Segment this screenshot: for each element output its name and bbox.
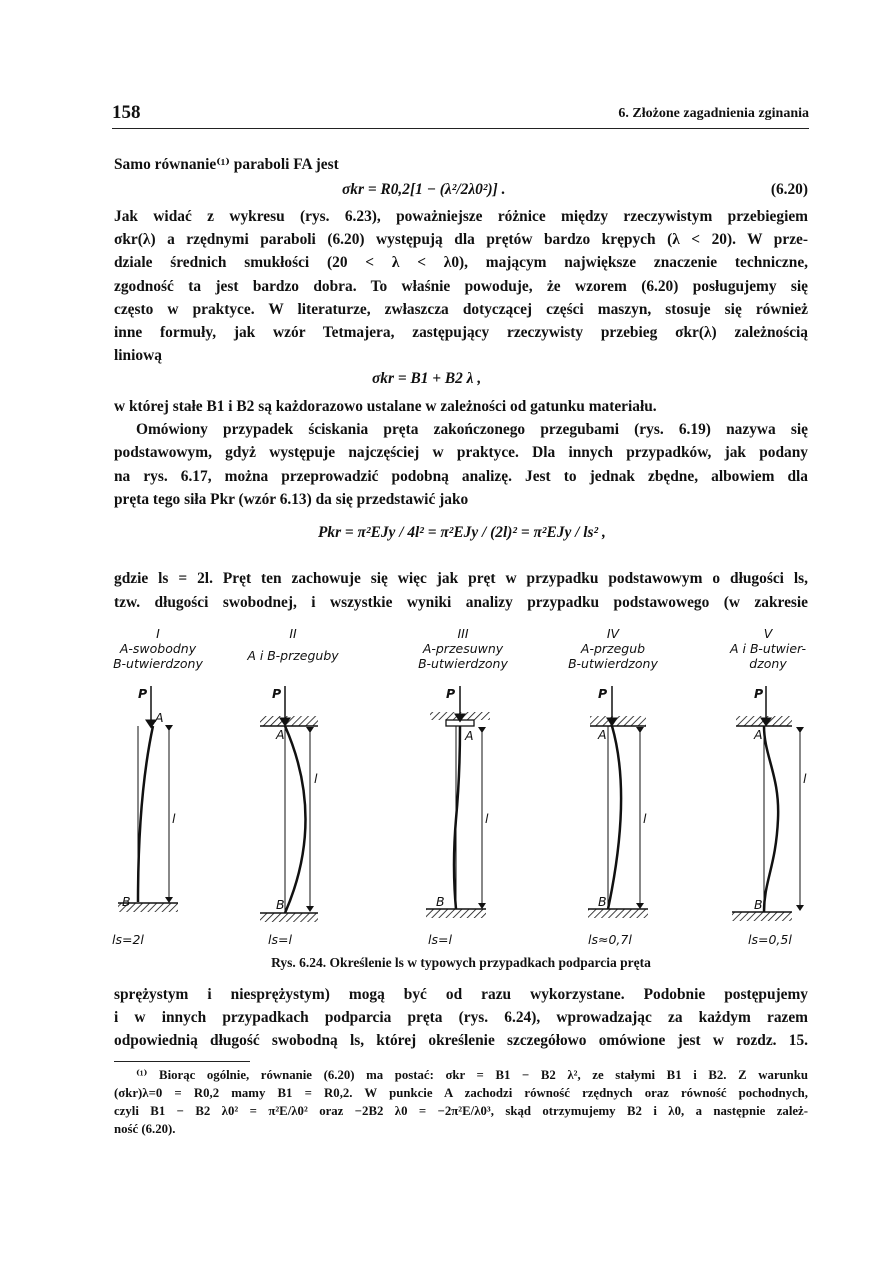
- label-b: B: [436, 894, 445, 909]
- figure-6-24: [108, 626, 820, 968]
- case-2-diagram: [260, 686, 318, 922]
- buckled-column: [285, 726, 306, 913]
- buckled-column: [138, 726, 153, 902]
- footnote-line: ⁽¹⁾ Biorąc ogólnie, równanie (6.20) ma postać: σkr = B1 − B2 λ², ze stałymi B1 i B2. Z warunku: [136, 1068, 809, 1082]
- text-line: w której stałe B1 i B2 są każdorazowo ustalane w zależności od gatunku materiału.: [114, 398, 657, 415]
- label-p: P: [446, 686, 456, 701]
- case-5-diagram: [732, 686, 800, 921]
- column-diagrams: [108, 626, 820, 956]
- case-5-desc: dzony: [749, 656, 787, 671]
- case-1-diagram: [118, 686, 178, 912]
- text-line: pręta tego siła Pkr (wzór 6.13) da się przedstawić jako: [114, 491, 469, 508]
- buckled-column: [454, 726, 460, 909]
- case-1-desc: B-utwierdzony: [113, 656, 203, 671]
- text-line: zgodność ta jest bardzo dobra. To właśnie powoduje, że wzorem (6.20) posługujemy się: [114, 278, 808, 295]
- text-line: Samo równanie⁽¹⁾ paraboli FA jest: [114, 156, 339, 173]
- label-p: P: [272, 686, 282, 701]
- label-l: l: [643, 811, 647, 826]
- case-2-desc: A i B-przeguby: [247, 648, 339, 663]
- equation-6-20: σkr = R0,2[1 − (λ²/2λ0²)] .: [342, 181, 506, 198]
- case-4-number: IV: [606, 626, 620, 641]
- text-line: często w praktyce. W literaturze, zwłaszcza dotyczącej części maszyn, stosuje się również: [114, 301, 808, 318]
- text-line: σkr(λ) a rzędnymi paraboli (6.20) występują dla prętów bardzo krępych (λ < 20). W prze-: [114, 231, 808, 248]
- case-2-ls: ls=l: [268, 932, 292, 947]
- text-line: Jak widać z wykresu (rys. 6.23), poważniejsze różnice między rzeczywistym przebiegiem: [114, 208, 808, 225]
- label-p: P: [598, 686, 608, 701]
- label-l: l: [172, 811, 176, 826]
- equation-number: (6.20): [770, 181, 808, 198]
- text-line: odpowiednią długość swobodną ls, której określenie szczegółowo omówione jest w rozdz. 15.: [114, 1032, 808, 1049]
- text-line: sprężystym i niesprężystym) mogą być od razu wykorzystane. Podobnie postępujemy: [114, 986, 808, 1003]
- label-b: B: [122, 894, 131, 909]
- label-l: l: [485, 811, 489, 826]
- page-header: [112, 102, 809, 129]
- text-line: i w innych przypadkach podparcia pręta (rys. 6.24), wprowadzając za każdym razem: [114, 1009, 808, 1026]
- label-a: A: [465, 728, 474, 743]
- label-l: l: [314, 771, 318, 786]
- case-5-desc: A i B-utwier-: [729, 641, 806, 656]
- label-a: A: [754, 727, 763, 742]
- text-line: inne formuły, jak wzór Tetmajera, zastępujący rzeczywisty przebieg σkr(λ) zależnością: [114, 324, 808, 341]
- label-b: B: [754, 897, 763, 912]
- footnote-line: czyli B1 − B2 λ0² = π²E/λ0² oraz −2B2 λ0 = −2π²E/λ0³, skąd otrzymujemy B2 i λ0, a następnie zależ-: [114, 1104, 808, 1118]
- label-p: P: [754, 686, 764, 701]
- case-3-number: III: [457, 626, 469, 641]
- case-4-diagram: [588, 686, 648, 918]
- text-line: na rys. 6.17, można przeprowadzić podobną analizę. Jest to jednak zbędne, albowiem dla: [114, 468, 808, 485]
- text-line: podstawowym, gdyż występuje najczęściej w praktyce. Dla innych przypadków, jak podany: [114, 444, 808, 461]
- label-a: A: [276, 727, 285, 742]
- text-line: gdzie ls = 2l. Pręt ten zachowuje się więc jak pręt w przypadku podstawowym o długości ls,: [114, 570, 808, 587]
- label-l: l: [803, 771, 807, 786]
- label-a: A: [155, 710, 164, 725]
- label-p: P: [138, 686, 148, 701]
- running-title: 6. Złożone zagadnienia zginania: [618, 106, 809, 121]
- equation-linear: σkr = B1 + B2 λ ,: [372, 370, 482, 387]
- case-4-desc: A-przegub: [580, 641, 646, 656]
- equation-pkr: Pkr = π²EJy / 4l² = π²EJy / (2l)² = π²EJy / ls² ,: [318, 524, 606, 541]
- case-3-diagram: [426, 686, 490, 918]
- page-number: 158: [112, 102, 141, 123]
- case-1-number: I: [156, 626, 160, 641]
- case-5-ls: ls=0,5l: [748, 932, 792, 947]
- label-b: B: [598, 894, 607, 909]
- label-b: B: [276, 897, 285, 912]
- footnote-rule: [114, 1061, 250, 1062]
- figure-caption: Rys. 6.24. Określenie ls w typowych przypadkach podparcia pręta: [271, 955, 651, 970]
- footnote-line: ność (6.20).: [114, 1122, 176, 1136]
- text-line: dziale średnich smukłości (20 < λ < λ0), mającym największe znaczenie techniczne,: [114, 254, 808, 271]
- case-3-desc: A-przesuwny: [422, 641, 504, 656]
- case-1-desc: A-swobodny: [119, 641, 197, 656]
- case-4-ls: ls≈0,7l: [588, 932, 632, 947]
- case-3-desc: B-utwierdzony: [418, 656, 508, 671]
- case-5-number: V: [763, 626, 773, 641]
- text-line: liniową: [114, 347, 162, 364]
- text-line: tzw. długości swobodnej, i wszystkie wyniki analizy przypadku podstawowego (w zakresie: [114, 594, 808, 611]
- case-3-ls: ls=l: [428, 932, 452, 947]
- case-2-number: II: [289, 626, 297, 641]
- buckled-column: [764, 726, 778, 912]
- text-line: Omówiony przypadek ściskania pręta zakończonego przegubami (rys. 6.19) nazywa się: [136, 421, 808, 438]
- footnote-line: (σkr)λ=0 = R0,2 mamy B1 = R0,2. W punkcie A zachodzi równość rzędnych oraz równość pochodnych,: [114, 1086, 808, 1100]
- case-4-desc: B-utwierdzony: [568, 656, 658, 671]
- label-a: A: [598, 727, 607, 742]
- buckled-column: [608, 726, 621, 909]
- case-1-ls: ls=2l: [112, 932, 144, 947]
